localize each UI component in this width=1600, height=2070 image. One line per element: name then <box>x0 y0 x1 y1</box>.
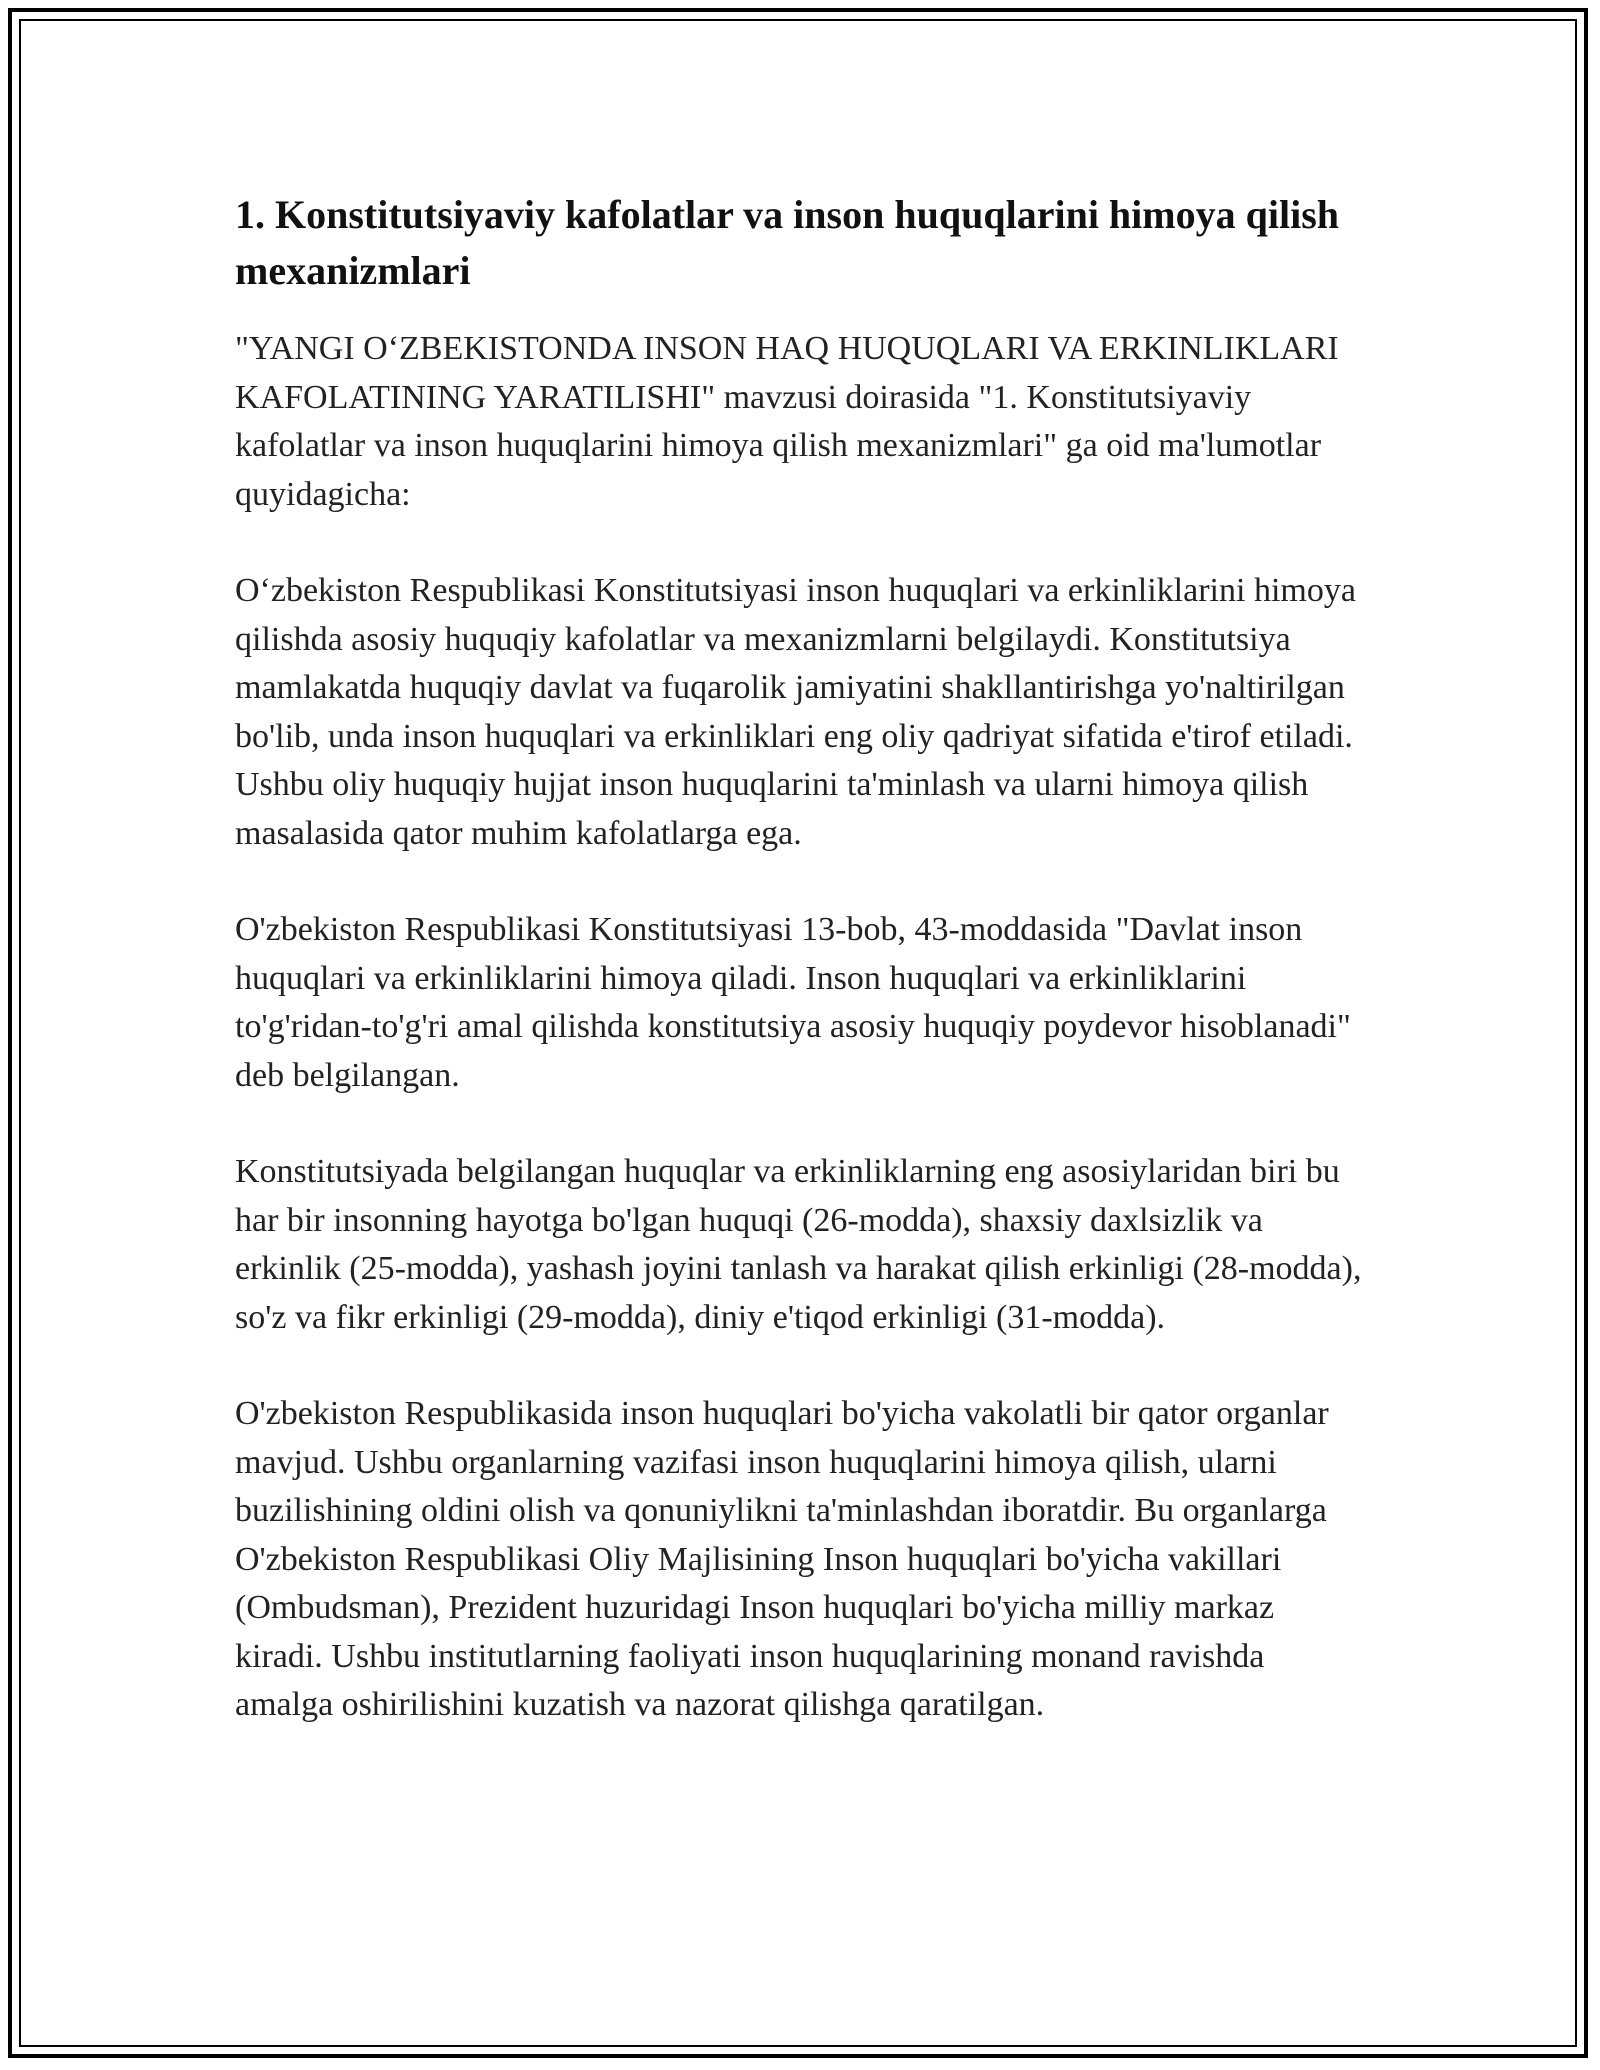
paragraph-human-rights-bodies: O'zbekiston Respublikasida inson huquqlari bo'yicha vakolatli bir qator organlar mavjud. Ushbu organlarning vazifasi inson huquqlarini himoya qilish, ularni buzilishining oldini olish va qonuniylikni ta'minlashdan iboratdir. Bu organlarga O'zbekiston Respublikasi Oliy Majlisining Inson huquqlari bo'yicha vakillari (Ombudsman), Prezident huzuridagi Inson huquqlari bo'yicha milliy markaz kiradi. Ushbu institutlarning faoliyati inson huquqlarining monand ravishda amalga oshirilishini kuzatish va nazorat qilishga qaratilgan. <box>235 1395 1329 1723</box>
document-body <box>235 187 1365 1778</box>
paragraph-constitution-guarantees: O‘zbekiston Respublikasi Konstitutsiyasi inson huquqlari va erkinliklarini himoya qilishda asosiy huquqiy kafolatlar va mexanizmlarni belgilaydi. Konstitutsiya mamlakatda huquqiy davlat va fuqarolik jamiyatini shakllantirishga yo'naltirilgan bo'lib, unda inson huquqlari va erkinliklari eng oliy qadriyat sifatida e'tirof etiladi. Ushbu oliy huquqiy hujjat inson huquqlarini ta'minlash va ularni himoya qilish masalasida qator muhim kafolatlarga ega. <box>235 572 1356 852</box>
paragraph-article-43: O'zbekiston Respublikasi Konstitutsiyasi 13-bob, 43-moddasida "Davlat inson huquqlari va erkinliklarini himoya qiladi. Inson huquqlari va erkinliklarini to'g'ridan-to'g'ri amal qilishda konstitutsiya asosiy huquqiy poydevor hisoblanadi" deb belgilangan. <box>235 911 1351 1094</box>
paragraph-basic-rights: Konstitutsiyada belgilangan huquqlar va erkinliklarning eng asosiylaridan biri bu har bir insonning hayotga bo'lgan huquqi (26-modda), shaxsiy daxlsizlik va erkinlik (25-modda), yashash joyini tanlash va harakat qilish erkinligi (28-modda), so'z va fikr erkinligi (29-modda), diniy e'tiqod erkinligi (31-modda). <box>235 1153 1362 1336</box>
paragraph-intro: "YANGI O‘ZBEKISTONDA INSON HAQ HUQUQLARI VA ERKINLIKLARI KAFOLATINING YARATILISHI" mavzusi doirasida "1. Konstitutsiyaviy kafolatlar va inson huquqlarini himoya qilish mexanizmlari" ga oid ma'lumotlar quyidagicha: <box>235 330 1339 513</box>
section-title: 1. Konstitutsiyaviy kafolatlar va inson huquqlarini himoya qilish mexanizmlari <box>235 192 1340 293</box>
